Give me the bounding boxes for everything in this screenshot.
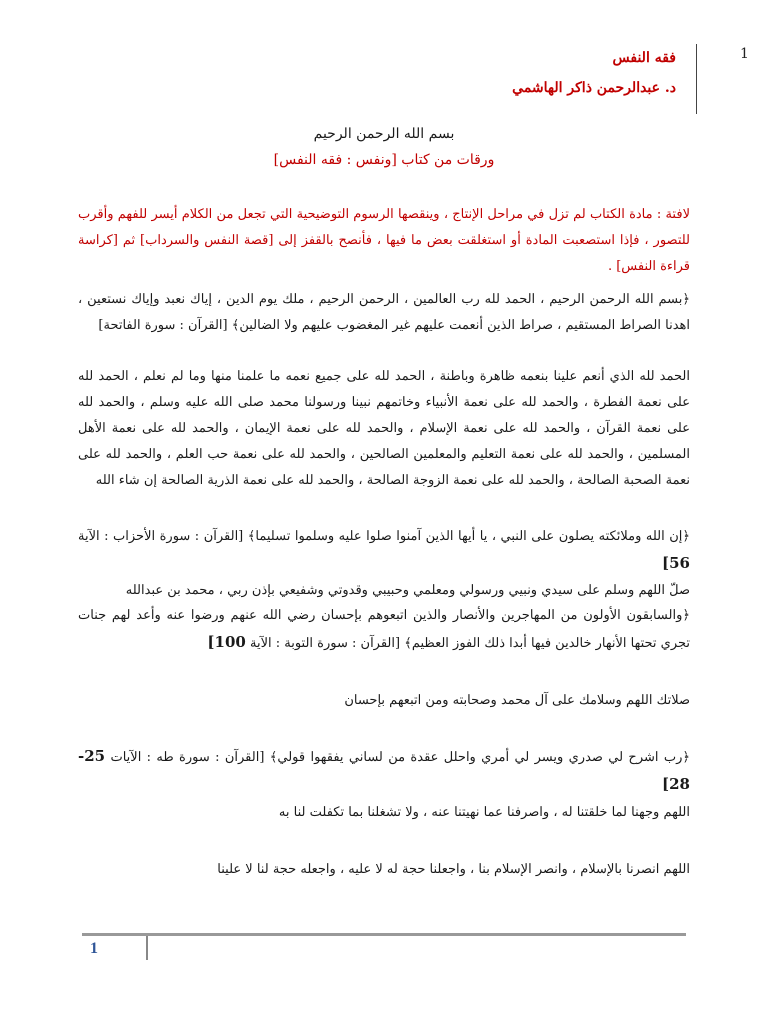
ahzab-salat: صلّ اللهم وسلم على سيدي ونبيي ورسولي ومعلمي وحبيبي وقدوتي وشفيعي بإذن ربي ، محمد بن عبدالله — [125, 583, 690, 598]
tawba-ayah-number: 100] — [207, 633, 246, 651]
basmala: بسم الله الرحمن الرحيم — [313, 126, 455, 142]
taha-reference: [القرآن : سورة طه : الآيات — [110, 750, 265, 765]
tawba-verse: ﴿والسابقون الأولون من المهاجرين والأنصار والذين اتبعوهم بإحسان رضي الله عنهم ورضوا عنه وأعد لهم جنات تجري تحتها الأنهار خالدين فيها أبدا ذلك الفوز العظيم﴾ — [78, 608, 690, 651]
fatiha-reference: [القرآن : سورة الفاتحة] — [98, 318, 228, 333]
intro-note: لافتة : مادة الكتاب لم تزل في مراحل الإنتاج ، وينقصها الرسوم التوضيحية التي تجعل من الكلام أيسر للفهم وأقرب للتصور ، فإذا استصعبت المادة أو استغلقت بعض ما فيها ، فأنصح بالقفز إلى [قصة النفس والسرداب] ثم [كراسة قراءة النفس] . — [78, 207, 691, 274]
subtitle: ورقات من كتاب [ونفس : فقه النفس] — [273, 152, 495, 168]
taha-paragraph — [78, 743, 690, 799]
footer-rule — [82, 933, 686, 936]
fatiha-paragraph — [78, 287, 690, 339]
ahzab-paragraph — [78, 524, 690, 604]
tawba-reference: [القرآن : سورة التوبة : الآية — [249, 636, 401, 651]
footer-page-number: 1 — [90, 940, 98, 957]
ahzab-ayah-number: 56] — [662, 554, 690, 572]
salat-paragraph: صلاتك اللهم وسلامك على آل محمد وصحابته ومن اتبعهم بإحسان — [344, 693, 690, 708]
tawba-paragraph — [78, 603, 690, 657]
top-page-number: 1 — [740, 46, 749, 62]
hamd-paragraph: الحمد لله الذي أنعم علينا بنعمه ظاهرة وباطنة ، الحمد لله على جميع نعمه ما علمنا منها وما لم نعلم ، الحمد لله على نعمة الفطرة ، والحمد لله على نعمة الأنبياء وخاتمهم نبينا ورسولنا محمد صلى الله عليه وسلم ، والحمد لله على نعمة القرآن ، والحمد لله على نعمة الإسلام ، والحمد لله على نعمة الإيمان ، والحمد لله على نعمة الأهل المسلمين ، والحمد لله على نعمة التعليم والمعلمين الصالحين ، والحمد لله على نعمة حب العلم ، والحمد لله على نعمة الصحبة الصالحة ، والحمد لله على نعمة الزوجة الصالحة ، والحمد لله على نعمة الذرية الصالحة إن شاء الله — [78, 369, 690, 488]
ahzab-reference: [القرآن : سورة الأحزاب : الآية — [78, 529, 244, 544]
header-vertical-rule — [696, 44, 697, 114]
taha-ayah-number: 25-28] — [78, 747, 690, 793]
book-title: فقه النفس — [612, 50, 676, 66]
taha-verse: ﴿رب اشرح لي صدري ويسر لي أمري واحلل عقدة من لساني يفقهوا قولي﴾ — [269, 750, 690, 765]
dua-paragraph-2: اللهم انصرنا بالإسلام ، وانصر الإسلام بنا ، واجعلنا حجة له لا عليه ، واجعله حجة لنا لا علينا — [217, 862, 690, 877]
dua-paragraph-1: اللهم وجهنا لما خلقتنا له ، واصرفنا عما نهيتنا عنه ، ولا تشغلنا بما تكفلت لنا به — [278, 805, 690, 820]
author-name: د. عبدالرحمن ذاكر الهاشمي — [512, 80, 676, 96]
ahzab-verse: ﴿إن الله وملائكته يصلون على النبي ، يا أيها الذين آمنوا صلوا عليه وسلموا تسليما﴾ — [247, 529, 690, 544]
fatiha-verse: ﴿بسم الله الرحمن الرحيم ، الحمد لله رب العالمين ، الرحمن الرحيم ، ملك يوم الدين ، إياك نعبد وإياك نستعين ، اهدنا الصراط المستقيم ، صراط الذين أنعمت عليهم غير المغضوب عليهم ولا الضالين﴾ — [78, 292, 690, 333]
footer-divider-tick — [146, 936, 148, 960]
